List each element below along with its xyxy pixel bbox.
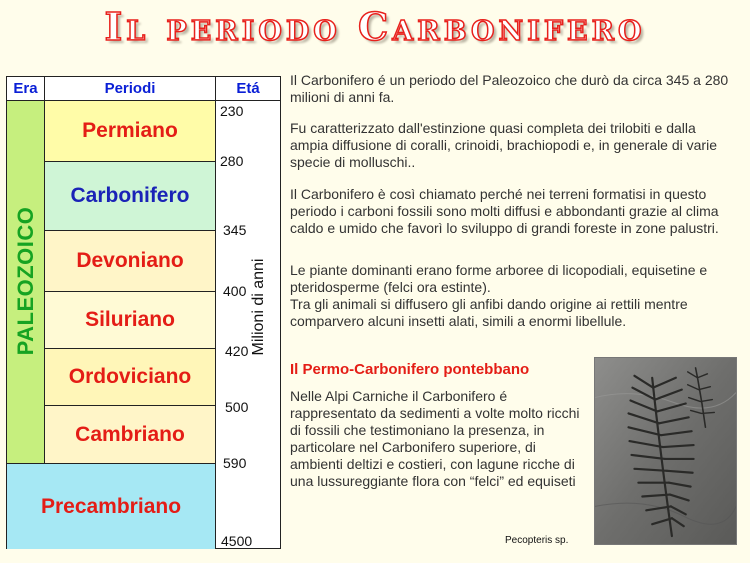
- age-value: 420: [225, 343, 249, 359]
- period-cell: [45, 101, 216, 162]
- paragraph: Fu caratterizzato dall'estinzione quasi completa dei trilobiti e dalla ampia diffusione di coralli, crinoidi, brachiopodi e, in generale di varie specie di molluschi..: [290, 120, 717, 170]
- header-age: Etá: [216, 77, 280, 101]
- age-value: 280: [220, 153, 244, 169]
- period-name: Permiano: [82, 119, 178, 142]
- header-era: Era: [7, 77, 45, 101]
- period-cell: [45, 292, 216, 349]
- age-value: 345: [223, 222, 247, 238]
- paragraph: Il Carbonifero é un periodo del Paleozoico che durò da circa 345 a 280 milioni di anni fa.: [290, 72, 729, 105]
- subsection-title: Il Permo-Carbonifero pontebbano: [290, 361, 530, 378]
- age-value: 4500: [221, 533, 253, 549]
- age-value: 400: [223, 283, 247, 299]
- paragraph: Tra gli animali si diffusero gli anfibi dando origine ai rettili mentre comparvero alcuni insetti alati, simili a enormi libellule.: [290, 296, 688, 329]
- age-value: 500: [225, 399, 249, 415]
- period-name: Carbonifero: [70, 184, 190, 207]
- period-cell: [45, 349, 216, 406]
- precambrian-label: Precambriano: [40, 494, 182, 518]
- header-periods: Periodi: [45, 77, 216, 101]
- period-name: Ordoviciano: [68, 365, 192, 388]
- era-cell: [7, 101, 45, 464]
- subsection-text: Nelle Alpi Carniche il Carbonifero é rappresentato da sedimenti a volte molto ricchi di fossili che testimoniano la presenza, in particolare nel Carbonifero superiore, di ambienti deltizi e costieri, con lagune ricche di una lussureggiante flora con “felci” ed equiseti: [290, 388, 580, 489]
- geologic-time-table: [6, 76, 281, 549]
- period-name: Siluriano: [85, 308, 175, 331]
- precambrian-cell: [7, 464, 216, 549]
- period-cell: [45, 231, 216, 292]
- era-label: PALEOZOICO: [13, 206, 38, 356]
- period-name: Devoniano: [76, 249, 184, 272]
- axis-label: Milioni di anni: [250, 258, 267, 356]
- page-title: Il periodo Carbonifero: [104, 4, 646, 49]
- fossil-photo: [594, 357, 737, 545]
- period-cell: [45, 406, 216, 464]
- age-value: 230: [220, 103, 244, 119]
- paragraph: Il Carbonifero è così chiamato perché nei terreni formatisi in questo periodo i carboni fossili sono molti diffusi e abbondanti grazie al clima caldo e umido che favorì lo sviluppo di grandi foreste in zone palustri.: [290, 186, 719, 236]
- period-name: Cambriano: [75, 422, 185, 446]
- photo-caption: Pecopteris sp.: [505, 535, 569, 546]
- period-cell: [45, 162, 216, 231]
- paragraph: Le piante dominanti erano forme arboree di licopodiali, equisetine e pteridosperme (felci ora estinte).: [290, 262, 708, 295]
- age-value: 590: [223, 455, 247, 471]
